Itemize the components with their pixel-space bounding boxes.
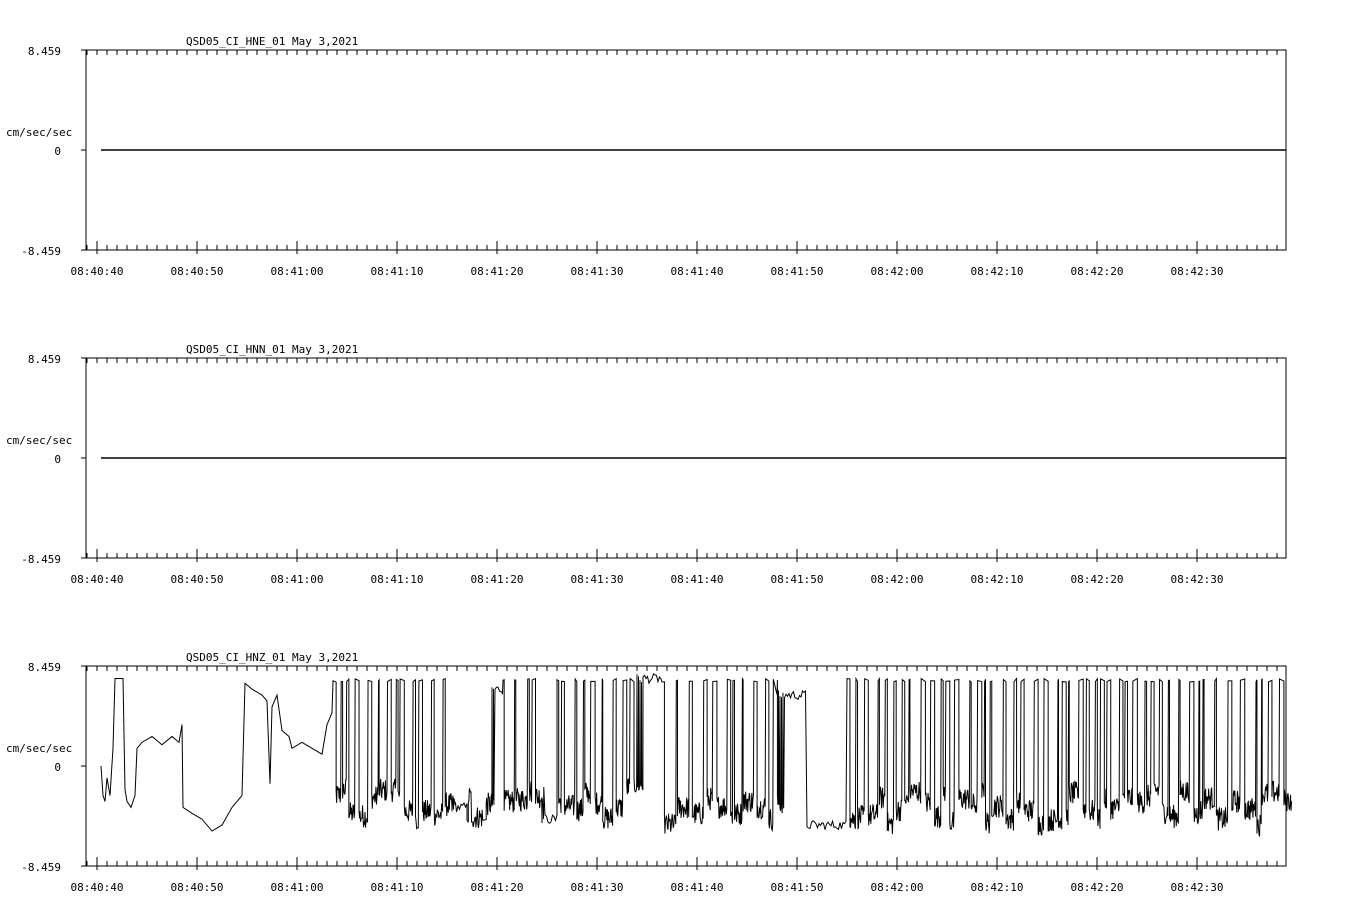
x-tick-label: 08:40:40	[70, 265, 124, 278]
x-tick-label: 08:42:20	[1070, 265, 1124, 278]
x-tick-label: 08:41:20	[470, 265, 524, 278]
x-tick-label: 08:40:50	[170, 881, 224, 894]
y-axis-label: cm/sec/sec	[6, 742, 73, 755]
x-tick-labels	[71, 573, 1224, 586]
x-tick-label: 08:42:10	[970, 573, 1024, 586]
x-tick-label: 08:42:00	[870, 573, 924, 586]
x-tick-label: 08:41:40	[670, 573, 724, 586]
plot-area	[81, 358, 1286, 562]
x-tick-label: 08:42:10	[970, 265, 1024, 278]
y-tick-bottom: -8.459	[21, 861, 61, 874]
trace-line	[101, 674, 1292, 837]
x-tick-label: 08:41:00	[270, 573, 324, 586]
y-axis-label: cm/sec/sec	[6, 434, 73, 447]
plot-area	[81, 50, 1286, 254]
plot-area	[81, 666, 1292, 870]
x-tick-label: 08:42:30	[1170, 265, 1224, 278]
x-tick-label: 08:41:20	[470, 881, 524, 894]
x-tick-label: 08:41:20	[470, 573, 524, 586]
plot-frame	[86, 666, 1286, 866]
y-tick-zero: 0	[54, 145, 61, 158]
panel-title: QSD05_CI_HNE_01 May 3,2021	[186, 35, 359, 48]
x-tick-label: 08:42:00	[870, 881, 924, 894]
panel-hnn	[6, 343, 1286, 586]
x-tick-label: 08:41:10	[370, 573, 424, 586]
x-tick-label: 08:42:30	[1170, 881, 1224, 894]
panel-title: QSD05_CI_HNN_01 May 3,2021	[186, 343, 359, 356]
x-tick-label: 08:40:50	[170, 265, 224, 278]
y-tick-top: 8.459	[27, 353, 61, 366]
x-tick-label: 08:40:40	[70, 881, 124, 894]
x-tick-labels	[71, 265, 1224, 278]
x-tick-label: 08:41:10	[370, 881, 424, 894]
x-tick-label: 08:42:20	[1070, 881, 1124, 894]
y-tick-bottom: -8.459	[21, 553, 61, 566]
panel-hnz	[6, 651, 1292, 894]
x-tick-label: 08:41:30	[570, 881, 624, 894]
x-tick-label: 08:41:10	[370, 265, 424, 278]
x-tick-label: 08:42:10	[970, 881, 1024, 894]
y-tick-top: 8.459	[27, 661, 61, 674]
x-tick-label: 08:41:00	[270, 881, 324, 894]
y-axis-label: cm/sec/sec	[6, 126, 73, 139]
x-tick-label: 08:41:50	[770, 881, 824, 894]
x-tick-label: 08:41:50	[770, 265, 824, 278]
y-tick-bottom: -8.459	[21, 245, 61, 258]
x-tick-label: 08:41:00	[270, 265, 324, 278]
panel-title: QSD05_CI_HNZ_01 May 3,2021	[186, 651, 359, 664]
x-tick-label: 08:42:00	[870, 265, 924, 278]
x-tick-label: 08:41:30	[570, 573, 624, 586]
x-tick-label: 08:40:50	[170, 573, 224, 586]
x-tick-label: 08:41:40	[670, 265, 724, 278]
panel-hne	[6, 35, 1286, 278]
x-tick-label: 08:41:40	[670, 881, 724, 894]
x-tick-label: 08:41:30	[570, 265, 624, 278]
y-tick-zero: 0	[54, 453, 61, 466]
x-tick-label: 08:40:40	[70, 573, 124, 586]
x-tick-label: 08:42:30	[1170, 573, 1224, 586]
x-tick-label: 08:42:20	[1070, 573, 1124, 586]
x-tick-label: 08:41:50	[770, 573, 824, 586]
y-tick-zero: 0	[54, 761, 61, 774]
y-tick-top: 8.459	[27, 45, 61, 58]
x-tick-labels	[71, 881, 1224, 894]
